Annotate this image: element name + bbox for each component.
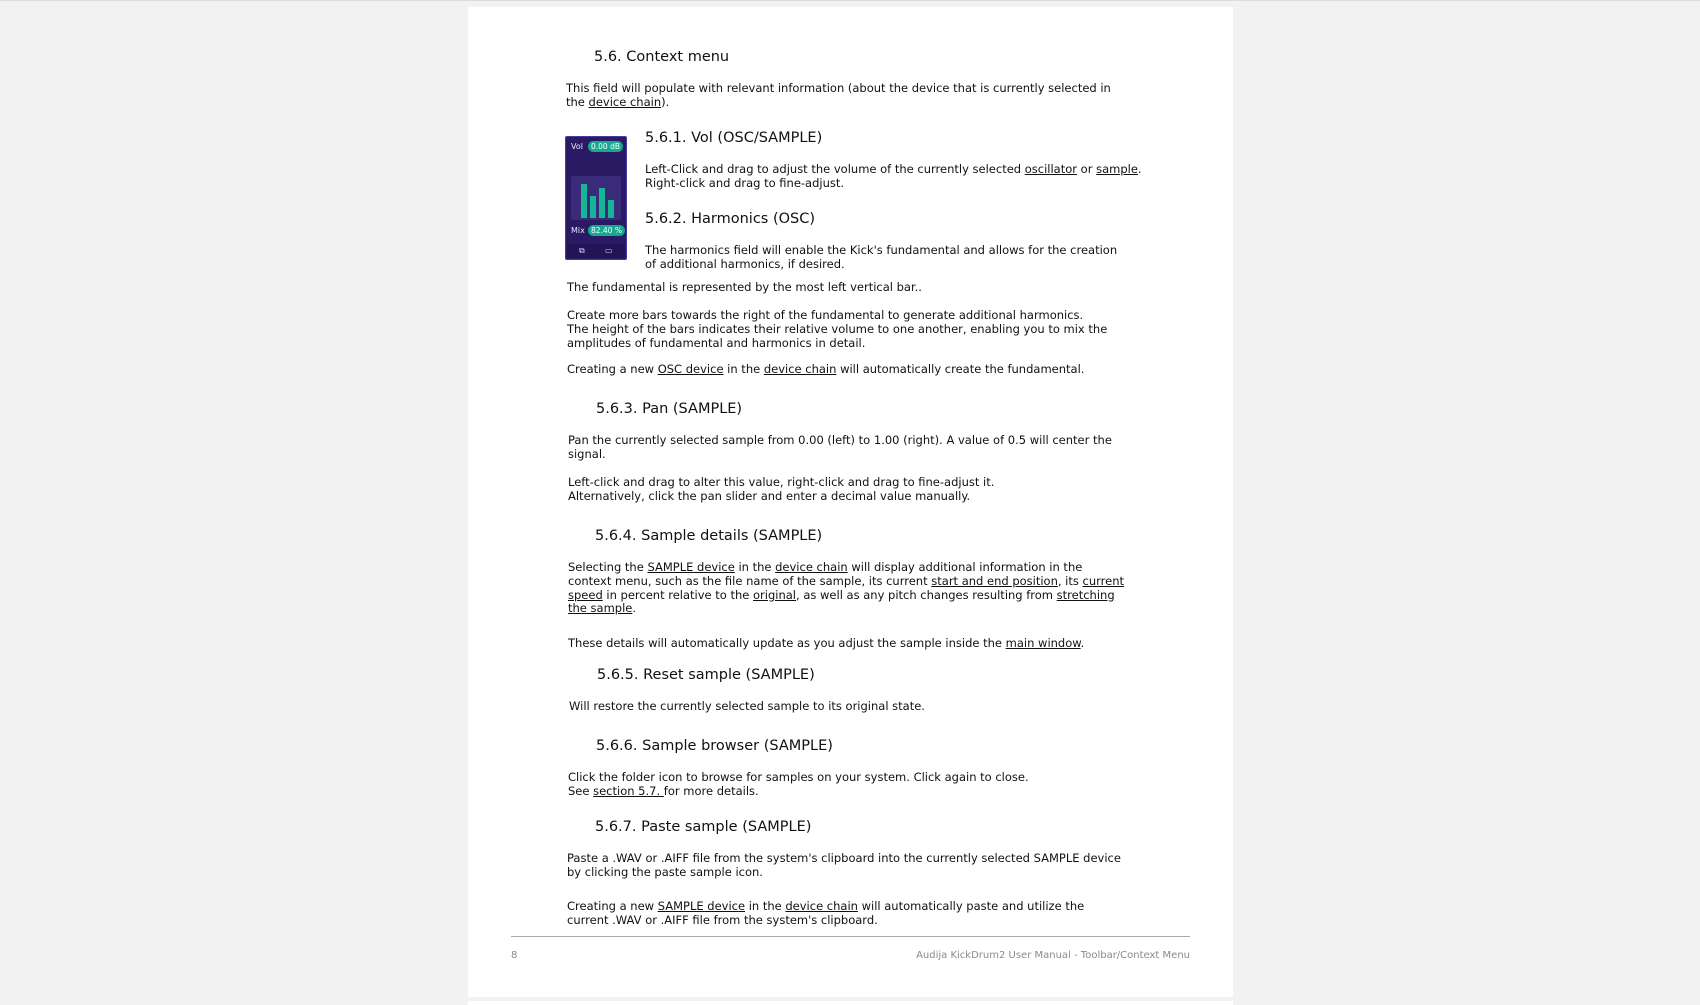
heading-5-6-5: 5.6.5. Reset sample (SAMPLE) — [597, 667, 815, 683]
link-oscillator[interactable]: oscillator — [1024, 162, 1078, 176]
paragraph-browser: Click the folder icon to browse for samples on your system. Click again to close. See section 5.7. for more details. — [568, 770, 1029, 798]
page-number: 8 — [511, 950, 518, 961]
link-current-speed[interactable]: speed — [568, 587, 603, 602]
paragraph-fundamental: The fundamental is represented by the most left vertical bar.. — [567, 280, 922, 294]
folder-icon: ▭ — [605, 246, 613, 255]
link-original[interactable]: original — [753, 587, 797, 602]
paragraph-pan-adjust: Left-click and drag to alter this value, right-click and drag to fine-adjust it. Alternatively, click the pan slider and enter a decimal value manually. — [568, 475, 995, 503]
heading-5-6-1: 5.6.1. Vol (OSC/SAMPLE) — [645, 130, 823, 146]
paragraph-context-intro: This field will populate with relevant information (about the device that is currently selected in the device chain). — [566, 81, 1111, 109]
paragraph-paste-new-device: Creating a new SAMPLE device in the device chain will automatically paste and utilize the current .WAV or .AIFF file from the system's clipboard. — [567, 899, 1085, 927]
heading-5-6-2: 5.6.2. Harmonics (OSC) — [645, 211, 816, 227]
paragraph-osc-device: Creating a new OSC device in the device chain will automatically create the fundamental. — [567, 362, 1085, 376]
link-sample-device[interactable]: SAMPLE device — [657, 899, 746, 913]
heading-5-6-3: 5.6.3. Pan (SAMPLE) — [596, 401, 743, 417]
context-menu-widget-image — [565, 136, 627, 260]
link-section-5-7[interactable]: section 5.7. — [593, 783, 664, 798]
link-device-chain[interactable]: device chain — [763, 362, 837, 376]
link-current-speed[interactable]: current — [1082, 573, 1125, 588]
widget-mix-label: Mix — [571, 226, 585, 235]
paragraph-details-update: These details will automatically update as you adjust the sample inside the main window. — [568, 636, 1085, 650]
link-stretching-sample[interactable]: the sample — [568, 601, 633, 616]
footer-document-title: Audija KickDrum2 User Manual - Toolbar/Context Menu — [916, 950, 1190, 961]
paragraph-vol: Left-Click and drag to adjust the volume of the currently selected oscillator or sample. Right-click and drag to fine-adjust. — [645, 162, 1142, 190]
harmonic-bar[interactable] — [608, 200, 614, 218]
widget-harmonics-field — [571, 176, 621, 220]
link-device-chain[interactable]: device chain — [785, 899, 858, 913]
heading-5-6: 5.6. Context menu — [594, 49, 730, 65]
link-osc-device[interactable]: OSC device — [657, 362, 724, 376]
link-device-chain[interactable]: device chain — [775, 560, 848, 574]
copy-icon: ⧉ — [579, 246, 585, 255]
paragraph-bars: Create more bars towards the right of the fundamental to generate additional harmonics. The height of the bars indicates their relative volume to one another, enabling you to mix the amplitudes of fundamental and harmonics in detail. — [567, 308, 1108, 350]
widget-vol-value: 0.00 dB — [588, 141, 623, 152]
link-stretching-sample[interactable]: stretching — [1056, 587, 1115, 602]
link-main-window[interactable]: main window — [1005, 636, 1081, 650]
link-sample-device[interactable]: SAMPLE device — [647, 560, 735, 574]
paragraph-sample-details: Selecting the SAMPLE device in the device chain will display additional information in the context menu, such as the file name of the sample, its current start and end position, its current speed in percent relative to the original, as well as any pitch changes resulting from stretching the sample. — [568, 560, 1125, 616]
paragraph-pan-range: Pan the currently selected sample from 0.00 (left) to 1.00 (right). A value of 0.5 will center the signal. — [568, 433, 1112, 461]
footer-divider — [511, 936, 1190, 937]
harmonic-bar[interactable] — [590, 196, 596, 218]
paragraph-harmonics: The harmonics field will enable the Kick's fundamental and allows for the creation of additional harmonics, if desired. — [645, 243, 1118, 271]
harmonic-bar[interactable] — [581, 184, 587, 218]
heading-5-6-4: 5.6.4. Sample details (SAMPLE) — [595, 528, 823, 544]
heading-5-6-7: 5.6.7. Paste sample (SAMPLE) — [595, 819, 812, 835]
link-start-end-position[interactable]: start and end position — [931, 573, 1058, 588]
harmonic-bar[interactable] — [599, 188, 605, 218]
document-page — [468, 7, 1233, 997]
heading-5-6-6: 5.6.6. Sample browser (SAMPLE) — [596, 738, 833, 754]
paragraph-paste: Paste a .WAV or .AIFF file from the system's clipboard into the currently selected SAMPLE device by clicking the paste sample icon. — [567, 851, 1121, 879]
paragraph-reset: Will restore the currently selected sample to its original state. — [569, 699, 925, 713]
next-document-page — [468, 1001, 1233, 1005]
widget-mix-value: 82.40 % — [588, 225, 625, 236]
link-sample[interactable]: sample — [1096, 162, 1138, 176]
widget-vol-label: Vol — [571, 142, 583, 151]
link-device-chain[interactable]: device chain — [588, 94, 662, 109]
widget-footer — [567, 244, 625, 258]
